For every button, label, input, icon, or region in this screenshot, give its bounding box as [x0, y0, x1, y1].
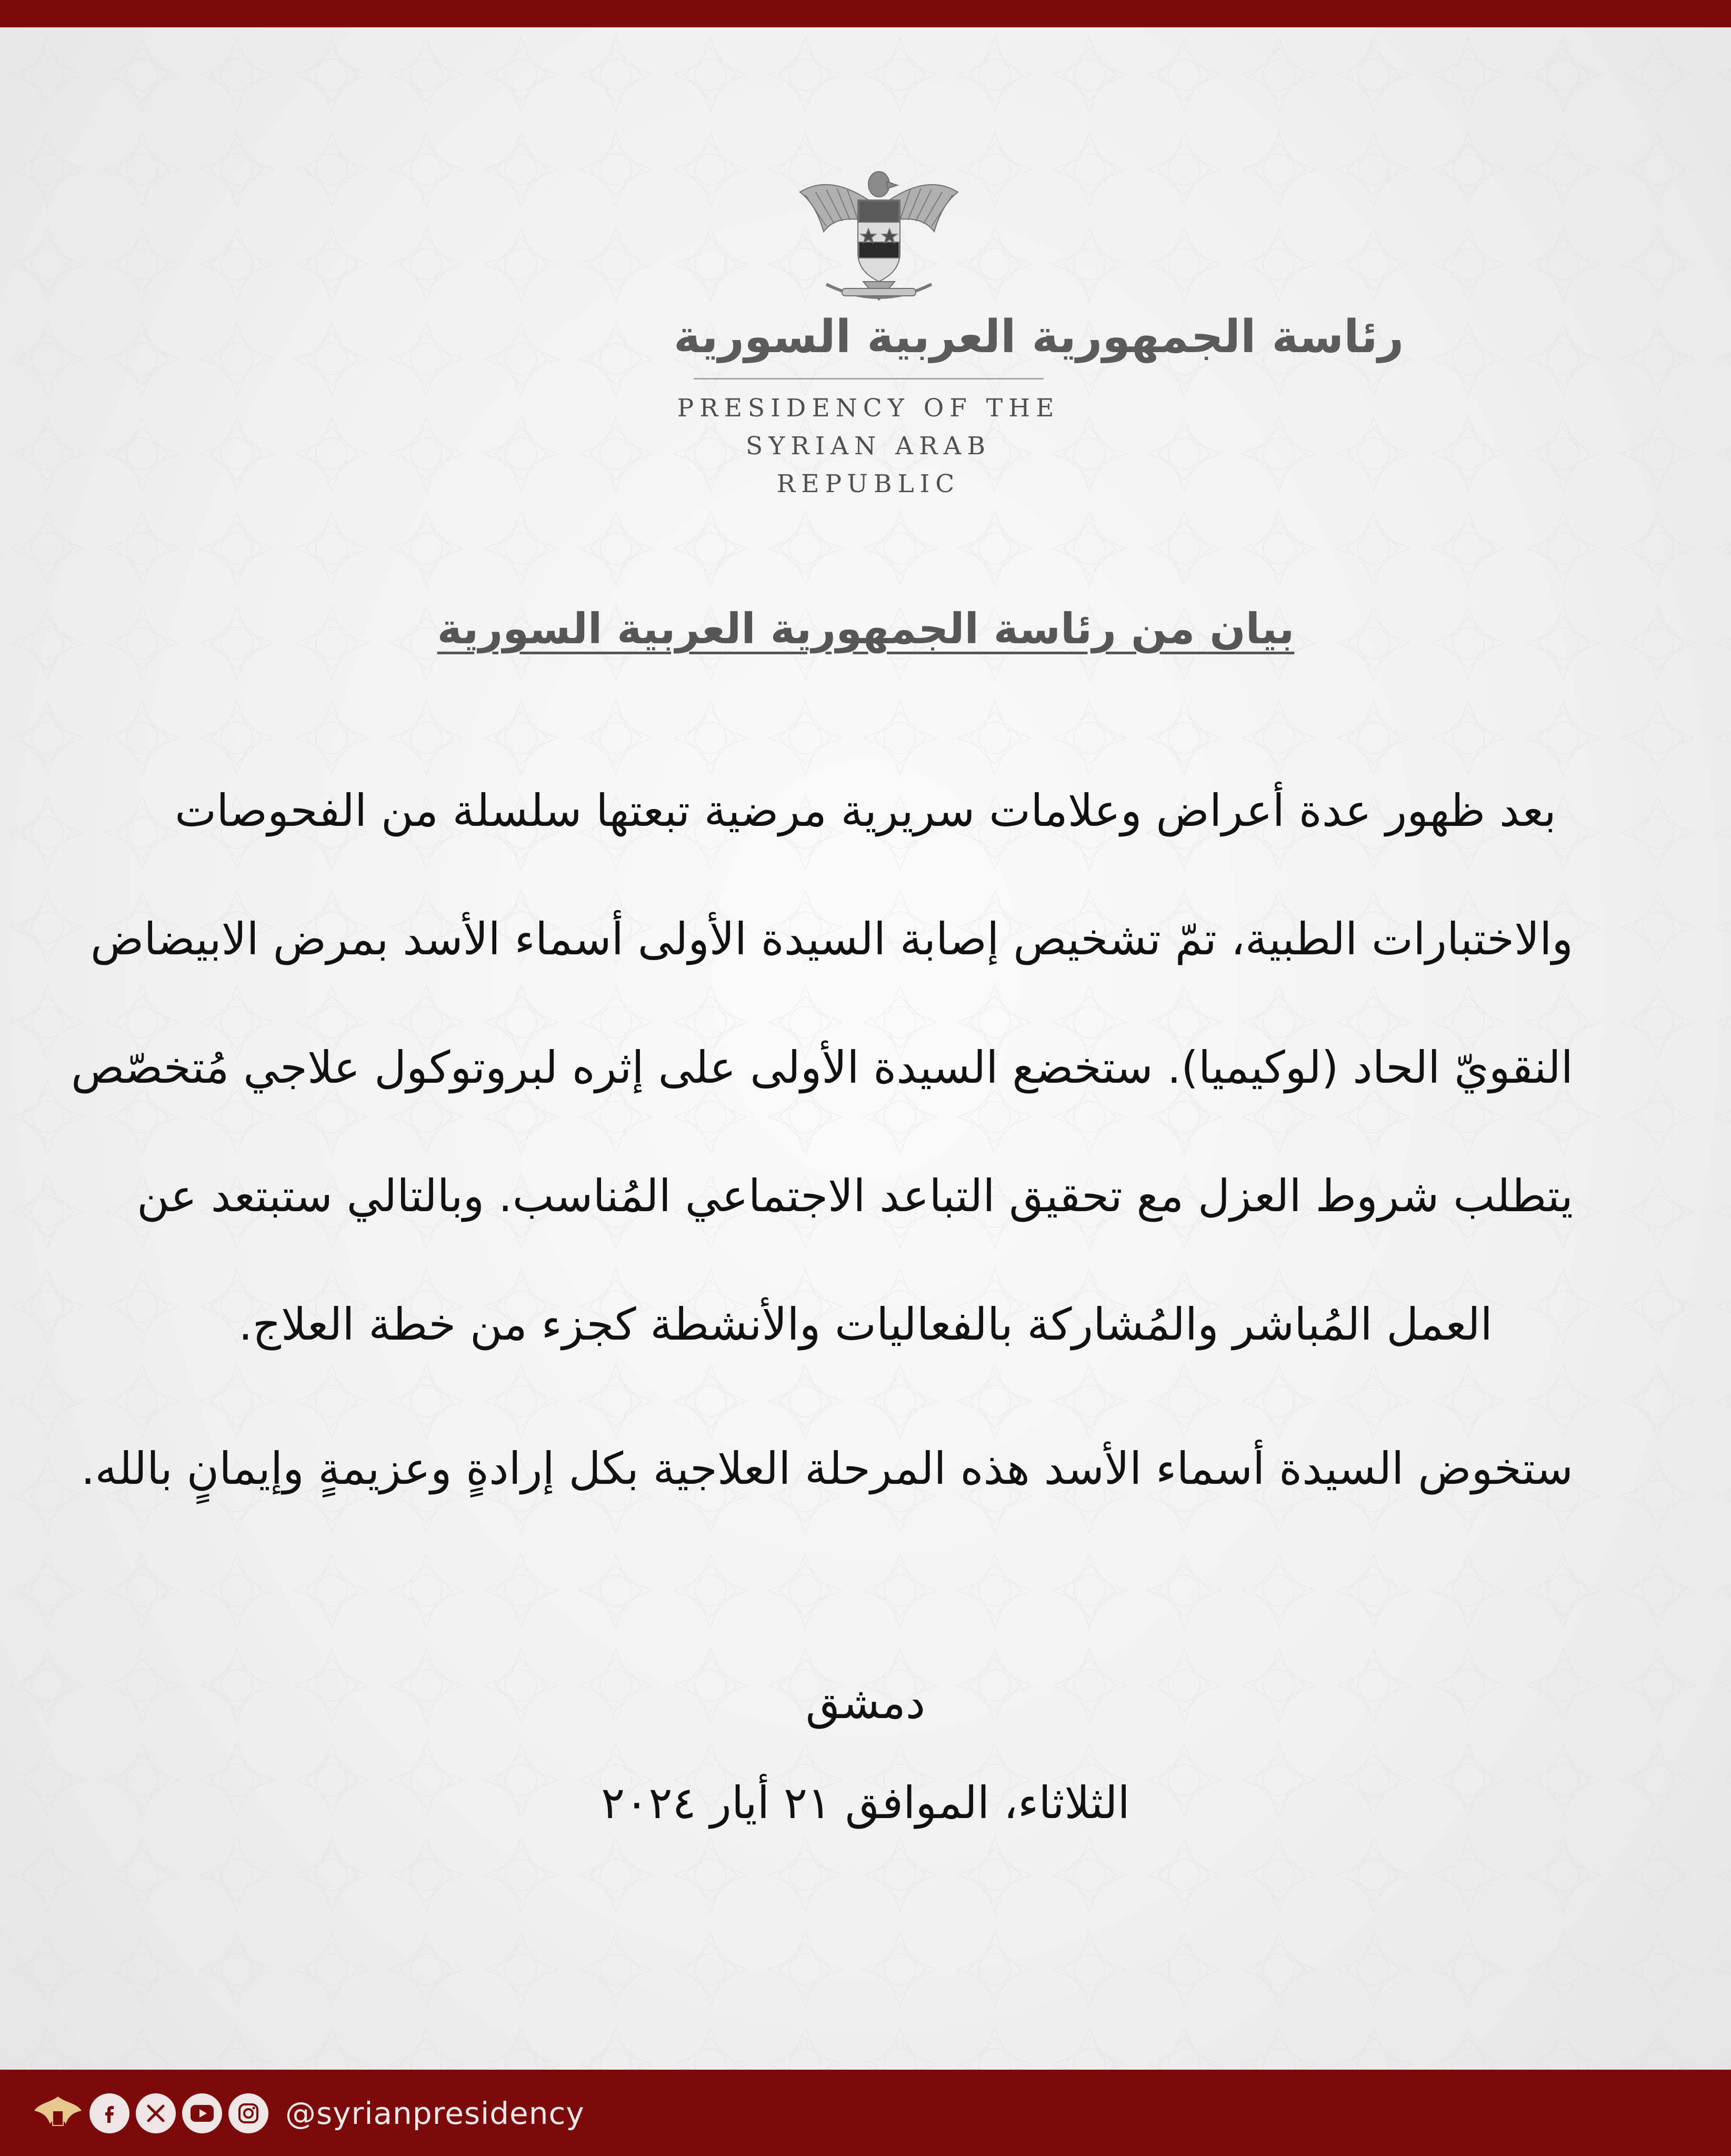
statement-line-5: العمل المُباشر والمُشاركة بالفعاليات والأنشطة كجزء من خطة العلاج. [238, 1299, 1493, 1350]
instagram-icon[interactable] [228, 2093, 268, 2133]
footer-social-row [32, 2084, 585, 2142]
logo-english-line-2: SYRIAN ARAB REPUBLIC [746, 432, 991, 498]
logo-divider [694, 378, 1044, 380]
statement-line-1: بعد ظهور عدة أعراض وعلامات سريرية مرضية تبعتها سلسلة من الفحوصات [175, 785, 1556, 836]
statement-line-4: يتطلب شروط العزل مع تحقيق التباعد الاجتماعي المُناسب. وبالتالي ستبتعد عن [137, 1170, 1573, 1222]
logo-english-name [674, 390, 1063, 503]
statement-date: الثلاثاء، الموافق ٢١ أيار ٢٠٢٤ [601, 1777, 1130, 1829]
facebook-icon[interactable] [89, 2093, 129, 2133]
statement-body [71, 784, 1573, 1426]
statement-closing: ستخوض السيدة أسماء الأسد هذه المرحلة العلاجية بكل إرادةٍ وعزيمةٍ وإيمانٍ بالله. [81, 1443, 1573, 1494]
logo-arabic-name: رئاسة الجمهورية العربية السورية [674, 311, 1404, 363]
youtube-glyph-icon [190, 2104, 214, 2122]
statement-heading-text: بيان من رئاسة الجمهورية العربية السورية [437, 604, 1295, 653]
facebook-glyph-icon [98, 2102, 121, 2125]
instagram-glyph-icon [237, 2102, 259, 2124]
youtube-icon[interactable] [182, 2093, 222, 2133]
syrian-eagle-emblem-icon [795, 163, 963, 311]
statement-heading [368, 595, 1363, 663]
statement-line-3: النقويّ الحاد (لوكيميا). ستخضع السيدة الأولى على إثره لبروتوكول علاجي مُتخصّص [71, 1042, 1573, 1093]
top-accent-bar [0, 0, 1731, 27]
social-handle[interactable]: @syrianpresidency [285, 2095, 585, 2131]
statement-line-2: والاختبارات الطبية، تمّ تشخيص إصابة السيدة الأولى أسماء الأسد بمرض الابيضاض [90, 913, 1573, 965]
logo-english-line-1: PRESIDENCY OF THE [677, 394, 1060, 423]
presidency-logo-block [653, 158, 1404, 498]
eagle-seal-icon [32, 2087, 84, 2140]
statement-place: دمشق [805, 1677, 926, 1729]
x-icon[interactable] [136, 2093, 176, 2133]
x-glyph-icon [145, 2103, 166, 2124]
